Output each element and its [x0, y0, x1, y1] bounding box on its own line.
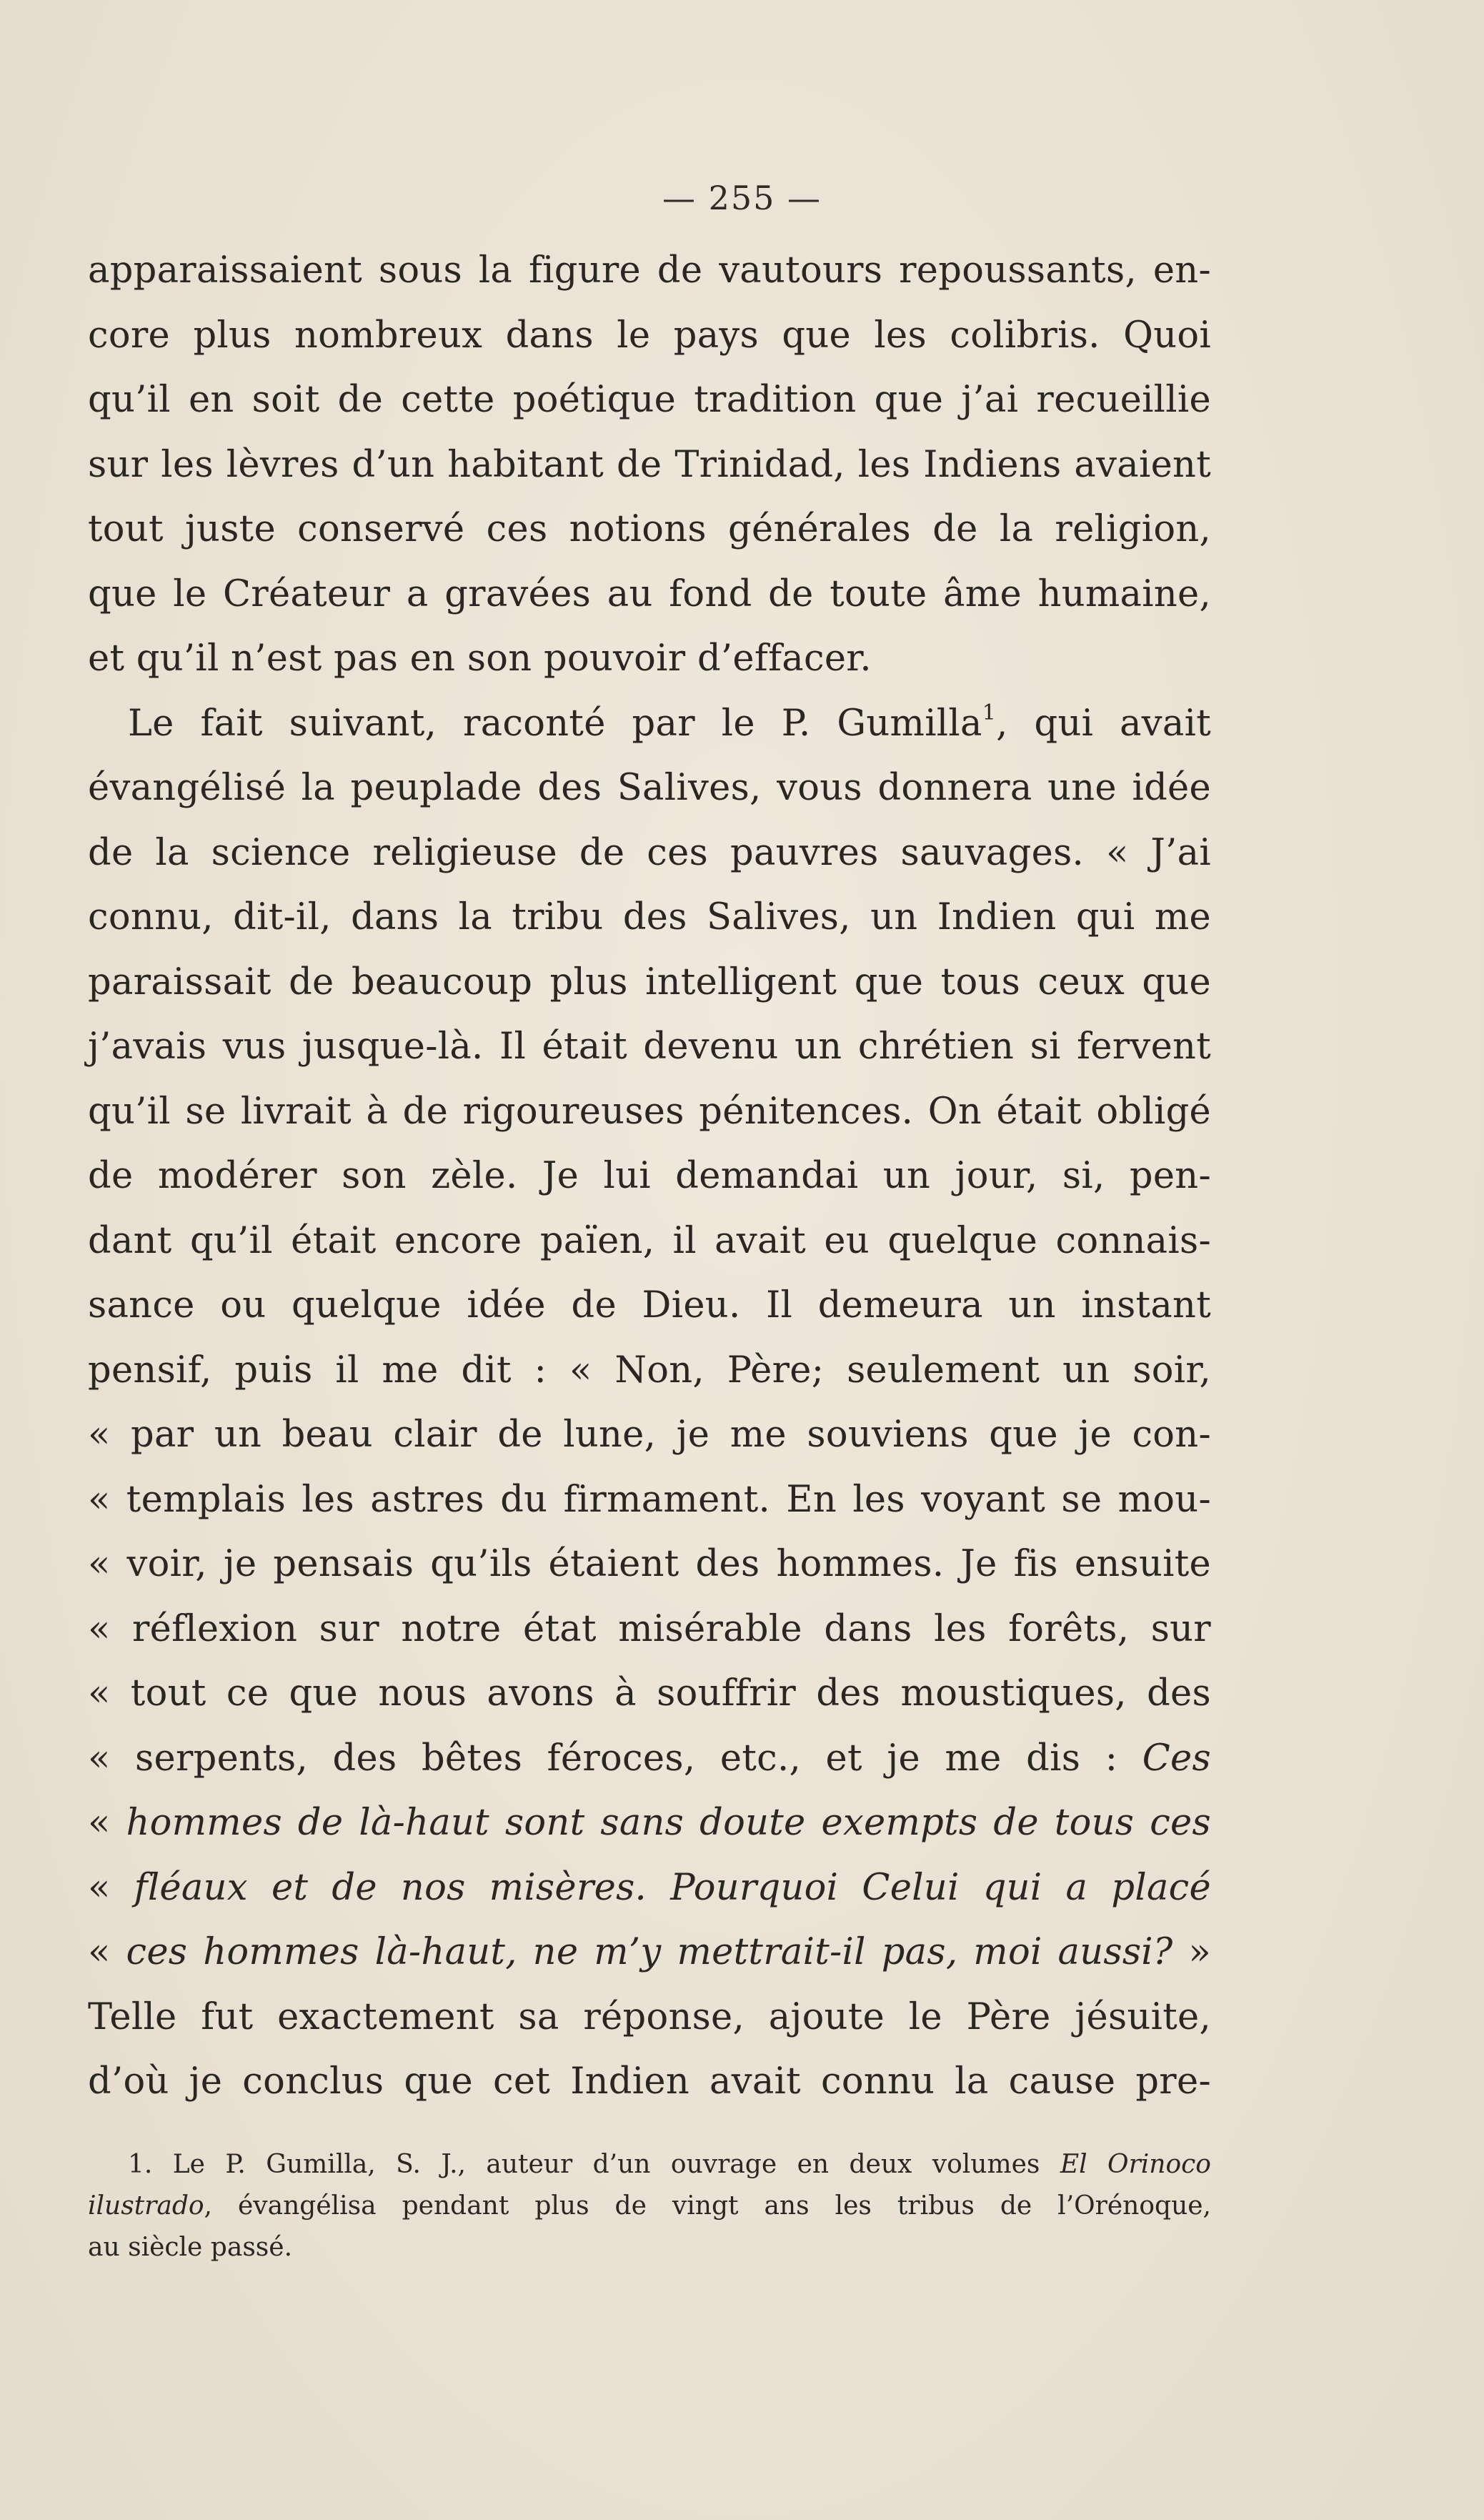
footnote-line	[88, 2144, 1211, 2186]
body-text	[88, 239, 1211, 2115]
text-line: « tout ce que nous avons à souffrir des moustiques, des	[88, 1672, 1211, 1715]
text-line: qu’il se livrait à de rigoureuses pénitences. On était obligé	[88, 1090, 1211, 1133]
footnote-italic: El Orinoco	[1060, 2150, 1211, 2179]
text-line: tout juste conservé ces notions générales de la religion,	[88, 508, 1211, 550]
text-segment: « serpents, des bêtes féroces, etc., et je me dis :	[88, 1737, 1142, 1780]
footnote-reference: 1	[982, 700, 997, 725]
text-line	[88, 1727, 1211, 1792]
text-segment: «	[88, 1866, 134, 1909]
text-line: et qu’il n’est pas en son pouvoir d’effacer.	[88, 638, 872, 680]
text-line: évangélisé la peuplade des Salives, vous donnera une idée	[88, 767, 1211, 809]
text-line	[88, 692, 1211, 757]
footnote-text: , évangélisa pendant plus de vingt ans les tribus de l’Orénoque,	[204, 2191, 1211, 2221]
text-line: « par un beau clair de lune, je me souviens que je con-	[88, 1414, 1211, 1456]
italic-segment: fléaux et de nos misères. Pourquoi Celui qui a placé	[134, 1866, 1211, 1909]
text-segment: , qui avait	[996, 702, 1212, 745]
text-line: apparaissaient sous la figure de vautours repoussants, en-	[88, 249, 1211, 292]
text-line: « réflexion sur notre état misérable dans les forêts, sur	[88, 1607, 1211, 1650]
text-line: sur les lèvres d’un habitant de Trinidad, les Indiens avaient	[88, 443, 1211, 486]
text-line: j’avais vus jusque-là. Il était devenu un chrétien si fervent	[88, 1026, 1211, 1068]
text-line: paraissait de beaucoup plus intelligent que tous ceux que	[88, 961, 1211, 1003]
text-line: Telle fut exactement sa réponse, ajoute le Père jésuite,	[88, 1995, 1211, 2038]
text-segment: «	[88, 1931, 126, 1973]
text-line: core plus nombreux dans le pays que les colibris. Quoi	[88, 314, 1211, 357]
text-line: dant qu’il était encore païen, il avait eu quelque connais-	[88, 1219, 1211, 1262]
text-line	[88, 1791, 1211, 1856]
footnote-text: 1. Le P. Gumilla, S. J., auteur d’un ouvrage en deux volumes	[128, 2150, 1060, 2179]
text-line: que le Créateur a gravées au fond de toute âme humaine,	[88, 572, 1211, 615]
text-line: d’où je conclus que cet Indien avait connu la cause pre-	[88, 2060, 1211, 2103]
text-line: « templais les astres du firmament. En les voyant se mou-	[88, 1478, 1211, 1521]
text-line	[88, 1920, 1211, 1985]
footnote-line: au siècle passé.	[88, 2233, 293, 2262]
text-line: connu, dit-il, dans la tribu des Salives, un Indien qui me	[88, 896, 1211, 938]
text-segment: Le fait suivant, raconté par le P. Gumilla	[128, 702, 982, 745]
page-number: — 255 —	[662, 179, 822, 217]
italic-segment: Ces	[1142, 1737, 1211, 1780]
text-line	[88, 1856, 1211, 1921]
text-line: de la science religieuse de ces pauvres sauvages. « J’ai	[88, 831, 1211, 874]
italic-segment: hommes de là-haut sont sans doute exempts de tous ces	[126, 1802, 1212, 1844]
text-segment: «	[88, 1802, 126, 1844]
footnote-italic: ilustrado	[88, 2191, 204, 2221]
italic-segment: ces hommes là-haut, ne m’y mettrait-il pas, moi aussi?	[126, 1931, 1173, 1973]
text-line: sance ou quelque idée de Dieu. Il demeura un instant	[88, 1284, 1211, 1326]
text-line: pensif, puis il me dit : « Non, Père; seulement un soir,	[88, 1349, 1211, 1392]
text-line: de modérer son zèle. Je lui demandai un jour, si, pen-	[88, 1155, 1211, 1197]
text-line: « voir, je pensais qu’ils étaient des hommes. Je fis ensuite	[88, 1543, 1211, 1585]
footnotes	[88, 2144, 1211, 2268]
text-line: qu’il en soit de cette poétique tradition que j’ai recueillie	[88, 379, 1211, 421]
footnote-line	[88, 2186, 1211, 2227]
text-segment: »	[1172, 1931, 1212, 1973]
